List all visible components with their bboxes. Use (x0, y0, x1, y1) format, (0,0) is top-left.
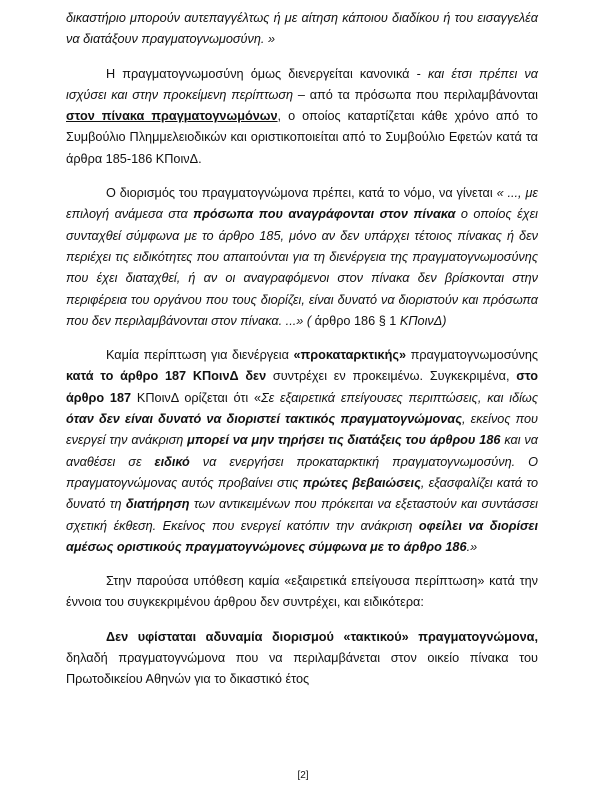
text-run-italic: και να αναθέσει σε (66, 433, 539, 469)
text-run-italic: , εξασφαλίζει κατά το δυνατό τη (66, 475, 538, 512)
paragraph-no-urgency (66, 571, 538, 614)
text-run-italic: ο οποίος έχει συνταχθεί σύμφωνα με το άρθρο 185, μόνο αν δεν υπάρχει τέτοιος πίνακας ή δεν περιέχει τις ειδικότητες που απαιτούνται για τη διενέργεια της πραγματογνωμοσύνης που έχει διαταχθεί, ή αν οι αναγραφόμενοι στον πίνακα δεν βρίσκονται στην περιφέρεια του οργάνου που τους διορίζει, είναι δυνατό να διοριστούν και πρόσωπα που δεν περιλαμβάνονται στον πίνακα. ...» (66, 207, 538, 328)
text-run: Ο διορισμός του πραγματογνώμονα πρέπει, κατά το νόμο, να γίνεται (106, 186, 493, 201)
page-number: [2] (297, 770, 309, 781)
text-run-italic: και έτσι πρέπει να ισχύσει και στην προκείμενη περίπτωση (66, 66, 538, 102)
paragraph-article-187 (66, 345, 538, 558)
text-run-italic: ΚΠοινΔ) (399, 313, 447, 328)
paragraph-quote-end (66, 8, 538, 51)
text-run: συντρέχει εν προκειμένω. Συγκεκριμένα, (266, 369, 517, 384)
text-run-italic: με επιλογή ανάμεσα στα (66, 186, 538, 222)
text-run-bold-italic: πρώτες βεβαιώσεις (302, 475, 421, 490)
text-run: , ο οποίος καταρτίζεται κάθε χρόνο από το Συμβούλιο Πλημμελειοδικών και οριστικοποιείται από το Συμβούλιο Εφετών κατά τα άρθρα 185-186 ΚΠοινΔ. (66, 109, 538, 166)
text-run-bold: «προκαταρκτικής» (293, 348, 407, 363)
text-run-italic: να ενεργήσει προκαταρκτική πραγματογνωμοσύνη. Ο πραγματογνώμονας αυτός προβαίνει στις (66, 454, 538, 490)
text-run-bold-italic: ειδικό (154, 454, 190, 469)
text-run: – από τα πρόσωπα που περιλαμβάνονται (293, 87, 538, 102)
paragraph-expert-appointment (66, 64, 538, 170)
text-line: δικαστήριο μπορούν αυτεπαγγέλτως ή με αίτηση κάποιου διαδίκου ή του (66, 11, 474, 25)
text-run: άρθρο 186 § 1 (314, 313, 400, 328)
text-run: Στην παρούσα υπόθεση καμία «εξαιρετικά επείγουσα περίπτωση» κατά την έννοια του συγκεκριμένου άρθρου δεν συντρέχει, και ειδικότερα: (66, 574, 538, 610)
text-run: πραγματογνωμοσύνης (406, 348, 538, 363)
text-run-italic: Σε εξαιρετικά επείγουσες περιπτώσεις, και ιδίως (261, 390, 538, 405)
document-page (66, 6, 538, 691)
text-run-bold-underline: στον πίνακα πραγματογνωμόνων (66, 109, 278, 124)
text-run: Η πραγματογνωμοσύνη όμως διενεργείται κανονικά (106, 66, 410, 81)
text-run-bold-italic: μπορεί να μην τηρήσει τις διατάξεις του άρθρου 186 (187, 433, 501, 448)
text-run-italic: « ..., (496, 186, 526, 201)
text-run-bold: στο άρθρο 187 (66, 369, 538, 405)
text-run: Καμία περίπτωση για διενέργεια (106, 348, 294, 363)
text-run-bold: Δεν υφίσταται αδυναμία διορισμού «τακτικού» πραγματογνώμονα, (106, 629, 538, 644)
text-run-italic: .» (466, 539, 478, 554)
text-run: δηλαδή πραγματογνώμονα που να περιλαμβάνεται στον οικείο πίνακα του Πρωτοδικείου Αθηνών για το δικαστικό έτος (66, 651, 538, 687)
paragraph-no-impossibility (66, 627, 538, 691)
text-run-italic: των αντικειμένων που πρόκειται να εξεταστούν και συντάσσει σχετική έκθεση. Εκείνος που ενεργεί κατόπιν την ανάκριση (66, 497, 538, 533)
paragraph-article-186 (66, 183, 538, 332)
text-run-bold-italic: οφείλει να διορίσει αμέσως οριστικούς πραγματογνώμονες σύμφωνα με το άρθρο 186 (66, 518, 538, 554)
text-run: - (409, 66, 428, 81)
text-run-bold-italic: διατήρηση (125, 497, 190, 512)
text-run-bold-italic: πρόσωπα που αναγράφονται στον πίνακα (193, 207, 456, 222)
text-run: ΚΠοινΔ ορίζεται ότι « (131, 390, 262, 405)
text-run-bold-italic: όταν δεν είναι δυνατό να διοριστεί τακτικός πραγματογνώμονας (66, 412, 462, 427)
text-line: εισαγγελέα να διατάξουν πραγματογνωμοσύνη. » (66, 11, 538, 47)
text-run-italic: ( (303, 313, 315, 328)
text-run-italic: , εκείνος που ενεργεί την ανάκριση (66, 412, 538, 448)
text-run-bold: κατά το άρθρο 187 ΚΠοινΔ δεν (66, 369, 267, 384)
